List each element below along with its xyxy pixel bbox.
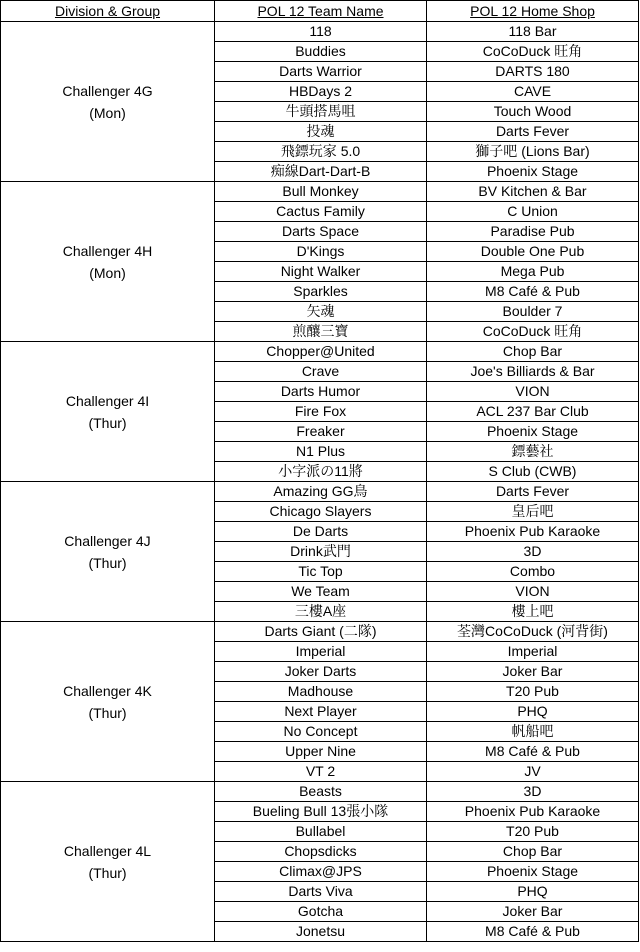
home-shop-cell: 獅子吧 (Lions Bar) xyxy=(427,142,639,162)
team-name-cell: 投魂 xyxy=(215,122,427,142)
home-shop-cell: Paradise Pub xyxy=(427,222,639,242)
division-day: (Thur) xyxy=(88,704,127,721)
team-name-cell: Darts Space xyxy=(215,222,427,242)
team-name-cell: Madhouse xyxy=(215,682,427,702)
team-name-cell: 三樓A座 xyxy=(215,602,427,622)
home-shop-cell: Darts Fever xyxy=(427,482,639,502)
table-row xyxy=(1,482,639,502)
header-home-shop: POL 12 Home Shop xyxy=(427,1,639,22)
team-name-cell: Climax@JPS xyxy=(215,862,427,882)
team-name-cell: Chicago Slayers xyxy=(215,502,427,522)
division-day: (Mon) xyxy=(89,104,126,121)
home-shop-cell: Phoenix Stage xyxy=(427,422,639,442)
table-row xyxy=(1,782,639,802)
team-name-cell: N1 Plus xyxy=(215,442,427,462)
division-day: (Thur) xyxy=(88,864,127,881)
home-shop-cell: Touch Wood xyxy=(427,102,639,122)
header-team-name: POL 12 Team Name xyxy=(215,1,427,22)
team-name-cell: Cactus Family xyxy=(215,202,427,222)
home-shop-cell: 帆船吧 xyxy=(427,722,639,742)
home-shop-cell: Joker Bar xyxy=(427,662,639,682)
home-shop-cell: Joker Bar xyxy=(427,902,639,922)
home-shop-cell: 3D xyxy=(427,782,639,802)
home-shop-cell: 118 Bar xyxy=(427,22,639,42)
division-cell xyxy=(1,782,215,942)
home-shop-cell: M8 Café & Pub xyxy=(427,282,639,302)
team-name-cell: 118 xyxy=(215,22,427,42)
home-shop-cell: 3D xyxy=(427,542,639,562)
team-name-cell: No Concept xyxy=(215,722,427,742)
division-name: Challenger 4G xyxy=(62,82,153,99)
division-day: (Mon) xyxy=(89,264,126,281)
division-name: Challenger 4I xyxy=(65,392,150,409)
home-shop-cell: Joe's Billiards & Bar xyxy=(427,362,639,382)
team-name-cell: Darts Warrior xyxy=(215,62,427,82)
home-shop-cell: VION xyxy=(427,382,639,402)
home-shop-cell: CAVE xyxy=(427,82,639,102)
team-name-cell: 小字派の11將 xyxy=(215,462,427,482)
home-shop-cell: BV Kitchen & Bar xyxy=(427,182,639,202)
division-cell xyxy=(1,182,215,342)
division-cell xyxy=(1,22,215,182)
team-name-cell: Drink武門 xyxy=(215,542,427,562)
home-shop-cell: Double One Pub xyxy=(427,242,639,262)
table-row xyxy=(1,22,639,42)
home-shop-cell: VION xyxy=(427,582,639,602)
team-name-cell: Fire Fox xyxy=(215,402,427,422)
team-name-cell: Night Walker xyxy=(215,262,427,282)
team-name-cell: 飛鏢玩家 5.0 xyxy=(215,142,427,162)
team-name-cell: D'Kings xyxy=(215,242,427,262)
home-shop-cell: CoCoDuck 旺角 xyxy=(427,42,639,62)
home-shop-cell: Phoenix Pub Karaoke xyxy=(427,522,639,542)
table-row xyxy=(1,622,639,642)
team-name-cell: Next Player xyxy=(215,702,427,722)
team-name-cell: Crave xyxy=(215,362,427,382)
team-name-cell: Bueling Bull 13張小隊 xyxy=(215,802,427,822)
division-cell xyxy=(1,342,215,482)
team-name-cell: Gotcha xyxy=(215,902,427,922)
team-name-cell: 矢魂 xyxy=(215,302,427,322)
team-name-cell: Freaker xyxy=(215,422,427,442)
table-body xyxy=(1,22,639,942)
division-name: Challenger 4J xyxy=(64,532,151,549)
home-shop-cell: 樓上吧 xyxy=(427,602,639,622)
home-shop-cell: Chop Bar xyxy=(427,342,639,362)
home-shop-cell: C Union xyxy=(427,202,639,222)
home-shop-cell: Boulder 7 xyxy=(427,302,639,322)
home-shop-cell: 鏢藝社 xyxy=(427,442,639,462)
team-name-cell: Tic Top xyxy=(215,562,427,582)
header-division: Division & Group xyxy=(1,1,215,22)
home-shop-cell: T20 Pub xyxy=(427,822,639,842)
team-name-cell: Chopsdicks xyxy=(215,842,427,862)
team-name-cell: Sparkles xyxy=(215,282,427,302)
home-shop-cell: CoCoDuck 旺角 xyxy=(427,322,639,342)
team-name-cell: Bull Monkey xyxy=(215,182,427,202)
team-name-cell: HBDays 2 xyxy=(215,82,427,102)
home-shop-cell: PHQ xyxy=(427,702,639,722)
team-name-cell: 痴線Dart-Dart-B xyxy=(215,162,427,182)
division-day: (Thur) xyxy=(88,414,127,431)
home-shop-cell: Chop Bar xyxy=(427,842,639,862)
team-name-cell: VT 2 xyxy=(215,762,427,782)
team-name-cell: Beasts xyxy=(215,782,427,802)
home-shop-cell: Darts Fever xyxy=(427,122,639,142)
home-shop-cell: JV xyxy=(427,762,639,782)
home-shop-cell: Combo xyxy=(427,562,639,582)
home-shop-cell: Mega Pub xyxy=(427,262,639,282)
team-name-cell: We Team xyxy=(215,582,427,602)
team-name-cell: 牛頭搭馬咀 xyxy=(215,102,427,122)
home-shop-cell: PHQ xyxy=(427,882,639,902)
team-name-cell: De Darts xyxy=(215,522,427,542)
division-day: (Thur) xyxy=(88,554,127,571)
home-shop-cell: Imperial xyxy=(427,642,639,662)
home-shop-cell: S Club (CWB) xyxy=(427,462,639,482)
team-name-cell: Darts Viva xyxy=(215,882,427,902)
team-name-cell: Amazing GG鳥 xyxy=(215,482,427,502)
home-shop-cell: ACL 237 Bar Club xyxy=(427,402,639,422)
division-name: Challenger 4K xyxy=(63,682,152,699)
home-shop-cell: Phoenix Pub Karaoke xyxy=(427,802,639,822)
team-name-cell: Buddies xyxy=(215,42,427,62)
team-name-cell: 煎釀三寶 xyxy=(215,322,427,342)
home-shop-cell: 荃灣CoCoDuck (河背街) xyxy=(427,622,639,642)
header-row xyxy=(1,1,639,22)
team-name-cell: Imperial xyxy=(215,642,427,662)
team-name-cell: Darts Humor xyxy=(215,382,427,402)
team-name-cell: Joker Darts xyxy=(215,662,427,682)
team-name-cell: Bullabel xyxy=(215,822,427,842)
team-name-cell: Chopper@United xyxy=(215,342,427,362)
division-name: Challenger 4L xyxy=(63,842,152,859)
team-name-cell: Upper Nine xyxy=(215,742,427,762)
home-shop-cell: Phoenix Stage xyxy=(427,862,639,882)
division-name: Challenger 4H xyxy=(62,242,153,259)
team-name-cell: Jonetsu xyxy=(215,922,427,942)
home-shop-cell: M8 Café & Pub xyxy=(427,922,639,942)
division-cell xyxy=(1,482,215,622)
home-shop-cell: T20 Pub xyxy=(427,682,639,702)
table-row xyxy=(1,342,639,362)
home-shop-cell: M8 Café & Pub xyxy=(427,742,639,762)
team-name-cell: Darts Giant (二隊) xyxy=(215,622,427,642)
home-shop-cell: DARTS 180 xyxy=(427,62,639,82)
home-shop-cell: 皇后吧 xyxy=(427,502,639,522)
division-cell xyxy=(1,622,215,782)
table-row xyxy=(1,182,639,202)
home-shop-cell: Phoenix Stage xyxy=(427,162,639,182)
